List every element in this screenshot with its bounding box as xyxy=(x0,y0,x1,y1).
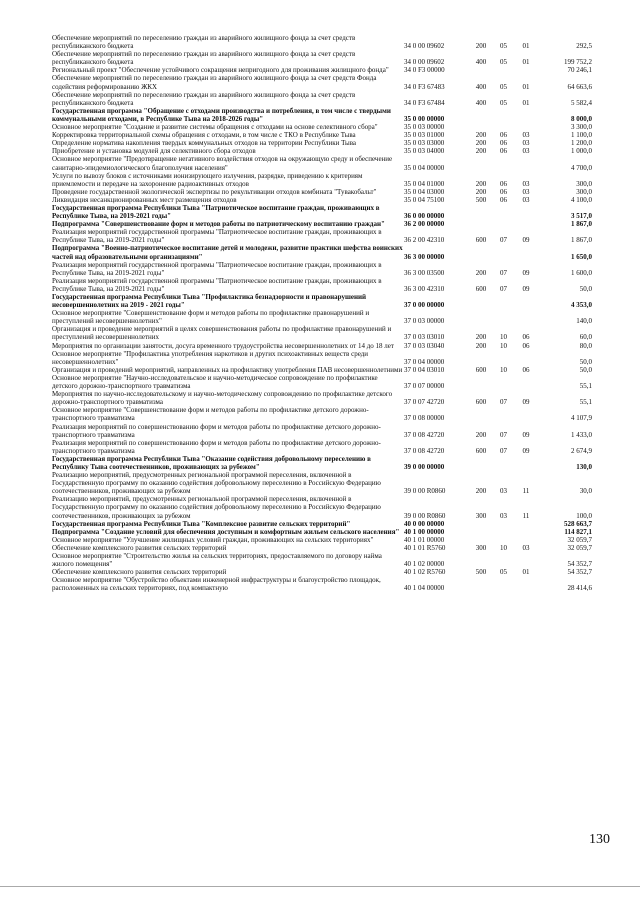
expense-type-cell xyxy=(470,293,492,309)
table-row xyxy=(52,390,592,406)
amount-cell: 114 827,1 xyxy=(564,527,592,536)
table-row xyxy=(52,495,592,519)
section-cell: 06 xyxy=(500,187,507,196)
target-code-cell: 35 0 04 75100 xyxy=(404,195,445,204)
expense-type-cell xyxy=(470,123,492,131)
row-name-cell: Определение норматива накопления твердых коммунальных отходов на территории Республики Тыва xyxy=(52,139,357,148)
expense-type-cell: 400 xyxy=(475,98,487,107)
target-code-cell: 39 0 00 R0860 xyxy=(404,511,446,520)
target-code-cell: 35 0 00 00000 xyxy=(404,114,445,123)
expense-type-cell xyxy=(470,576,492,592)
target-code-cell: 37 0 03 03010 xyxy=(404,333,445,342)
table-row xyxy=(52,74,592,90)
row-name-cell: Обеспечение мероприятий по переселению граждан из аварийного жилищного фонда за счет средств Фонда содействия реформированию ЖКХ xyxy=(52,74,377,91)
expense-type-cell: 600 xyxy=(475,398,487,407)
subsection-cell xyxy=(515,536,537,544)
row-name-cell: Обеспечение комплексного развития сельских территорий xyxy=(52,543,227,552)
section-cell: 07 xyxy=(500,398,507,407)
amount-cell: 3 300,0 xyxy=(571,123,592,132)
section-cell xyxy=(492,155,515,171)
row-name-cell: Основное мероприятие "Строительство жилья на сельских территориях, предоставляемого по договору найма жилого помещения" xyxy=(52,552,382,569)
row-name-cell: Государственная программа Республики Тыва "Оказание содействия добровольному переселению в Республику Тыва соотечественников, проживающих за рубежом" xyxy=(52,454,371,471)
budget-table xyxy=(52,34,592,592)
expense-type-cell: 300 xyxy=(475,543,487,552)
amount-cell: 32 059,7 xyxy=(567,543,592,552)
subsection-cell: 03 xyxy=(522,543,530,552)
subsection-cell: 09 xyxy=(522,284,530,293)
row-name-cell: Основное мероприятие "Профилактика употребления наркотиков и других психоактивных веществ среди несовершеннолетних" xyxy=(52,349,369,366)
row-name-cell: Государственная программа Республики Тыва "Комплексное развитие сельских территорий" xyxy=(52,519,351,528)
expense-type-cell: 400 xyxy=(475,82,487,91)
section-cell: 05 xyxy=(500,82,507,91)
subsection-cell: 09 xyxy=(522,236,530,245)
target-code-cell: 35 0 04 03000 xyxy=(404,187,445,196)
amount-cell: 54 352,7 xyxy=(567,568,592,577)
table-row xyxy=(52,544,592,552)
expense-type-cell: 200 xyxy=(475,487,487,496)
target-code-cell: 36 3 00 42310 xyxy=(404,284,445,293)
target-code-cell: 34 0 F3 00000 xyxy=(404,66,445,75)
expense-type-cell xyxy=(470,350,492,366)
target-code-cell: 37 0 03 03040 xyxy=(404,341,445,350)
subsection-cell xyxy=(515,293,537,309)
amount-cell: 4 353,0 xyxy=(571,301,592,310)
program-row xyxy=(52,293,592,309)
row-name-cell: Реализация мероприятий государственной программы "Патриотическое воспитание граждан, проживающих в Республике Тыва, на 2019-2021 годы" xyxy=(52,260,382,277)
amount-cell: 292,5 xyxy=(576,42,592,51)
section-cell: 10 xyxy=(500,365,507,374)
table-row xyxy=(52,196,592,204)
table-row xyxy=(52,123,592,131)
section-cell: 06 xyxy=(500,179,507,188)
amount-cell: 2 674,9 xyxy=(571,446,592,455)
row-name-cell: Основное мероприятие "Совершенствование форм и методов работы по профилактике детского дорожно-транспортного травматизма xyxy=(52,406,369,423)
budget-table-body xyxy=(52,34,592,592)
subsection-cell: 09 xyxy=(522,430,530,439)
program-row xyxy=(52,528,592,536)
table-row xyxy=(52,552,592,568)
target-code-cell: 37 0 08 42720 xyxy=(404,430,445,439)
target-code-cell: 36 2 00 00000 xyxy=(404,220,445,229)
table-row xyxy=(52,34,592,50)
subsection-cell: 01 xyxy=(522,58,530,67)
expense-type-cell: 600 xyxy=(475,365,487,374)
target-code-cell: 37 0 04 00000 xyxy=(404,357,445,366)
table-row xyxy=(52,350,592,366)
amount-cell: 300,0 xyxy=(576,187,592,196)
table-row xyxy=(52,374,592,390)
subsection-cell xyxy=(515,520,537,528)
expense-type-cell: 200 xyxy=(475,147,487,156)
expense-type-cell xyxy=(470,552,492,568)
target-code-cell: 36 0 00 00000 xyxy=(404,212,445,221)
subsection-cell xyxy=(515,350,537,366)
subsection-cell xyxy=(515,576,537,592)
row-name-cell: Основное мероприятие "Совершенствование форм и методов работы по профилактике правонарушений и преступлений несовершеннолетних" xyxy=(52,309,370,326)
target-code-cell: 40 1 01 00000 xyxy=(404,535,445,544)
target-code-cell: 40 0 00 00000 xyxy=(404,519,445,528)
subsection-cell: 11 xyxy=(522,487,530,496)
section-cell: 07 xyxy=(500,236,507,245)
target-code-cell: 40 1 02 00000 xyxy=(404,560,445,569)
subsection-cell: 03 xyxy=(522,147,530,156)
table-row xyxy=(52,536,592,544)
expense-type-cell xyxy=(470,520,492,528)
amount-cell: 64 663,6 xyxy=(567,82,592,91)
table-row xyxy=(52,188,592,196)
target-code-cell: 34 0 00 09602 xyxy=(404,42,445,51)
target-code-cell: 37 0 08 42720 xyxy=(404,446,445,455)
row-name-cell: Подпрограмма "Совершенствование форм и методов работы по патриотическому воспитанию граждан" xyxy=(52,220,385,229)
section-cell: 05 xyxy=(500,42,507,51)
subsection-cell: 01 xyxy=(522,568,530,577)
amount-cell: 4 107,9 xyxy=(571,414,592,423)
table-row xyxy=(52,406,592,422)
subsection-cell xyxy=(515,155,537,171)
target-code-cell: 37 0 03 00000 xyxy=(404,317,445,326)
table-row xyxy=(52,325,592,341)
table-row xyxy=(52,228,592,244)
subsection-cell xyxy=(515,406,537,422)
program-row xyxy=(52,455,592,471)
program-row xyxy=(52,204,592,220)
table-row xyxy=(52,423,592,439)
amount-cell: 4 100,0 xyxy=(571,195,592,204)
amount-cell: 1 600,0 xyxy=(571,268,592,277)
amount-cell: 4 700,0 xyxy=(571,163,592,172)
expense-type-cell xyxy=(470,155,492,171)
subsection-cell: 06 xyxy=(522,365,530,374)
subsection-cell: 09 xyxy=(522,446,530,455)
amount-cell: 50,0 xyxy=(579,357,592,366)
expense-type-cell: 200 xyxy=(475,333,487,342)
expense-type-cell xyxy=(470,204,492,220)
expense-type-cell: 500 xyxy=(475,195,487,204)
target-code-cell: 34 0 F3 67484 xyxy=(404,98,445,107)
section-cell: 07 xyxy=(500,284,507,293)
target-code-cell: 40 1 01 R5760 xyxy=(404,543,446,552)
amount-cell: 55,1 xyxy=(579,382,592,391)
target-code-cell: 35 0 04 00000 xyxy=(404,163,445,172)
program-row xyxy=(52,220,592,228)
expense-type-cell xyxy=(470,244,492,260)
target-code-cell: 36 3 00 00000 xyxy=(404,252,445,261)
section-cell: 06 xyxy=(500,131,507,140)
amount-cell: 70 246,1 xyxy=(567,66,592,75)
expense-type-cell xyxy=(470,528,492,536)
row-name-cell: Государственная программа "Обращение с отходами производства и потребления, в том числе с твердыми коммунальными отходами, в Республике Тыва на 2018-2026 годы" xyxy=(52,106,391,123)
row-name-cell: Основное мероприятие "Научно-исследовательское и научно-методическое сопровождение по профилактике детского дорожно-транспортного травматизма xyxy=(52,373,378,391)
row-name-cell: Реализацию мероприятий, предусмотренных региональной программой переселения, включенной в Государственную программу по оказанию содействия добровольному переселению в Российскую Федерацию соотечественников, проживающих за рубежом xyxy=(52,471,381,496)
section-cell xyxy=(492,220,515,228)
amount-cell: 199 752,2 xyxy=(564,58,592,67)
expense-type-cell: 400 xyxy=(475,58,487,67)
row-name-cell: Региональный проект "Обеспечение устойчивого сокращения непригодного для проживания жилищного фонда" xyxy=(52,66,389,75)
table-row xyxy=(52,147,592,155)
subsection-cell xyxy=(515,374,537,390)
row-name-cell: Подпрограмма "Создание условий для обеспечения доступным и комфортным жильем сельского населения" xyxy=(52,527,400,536)
section-cell xyxy=(492,552,515,568)
row-name-cell: Реализацию мероприятий, предусмотренных региональной программой переселения, включенной в Государственную программу по оказанию содействия добровольному переселению в Российскую Федерацию соотечественников, проживающих за рубежом xyxy=(52,495,381,520)
subsection-cell: 01 xyxy=(522,82,530,91)
subsection-cell: 09 xyxy=(522,398,530,407)
target-code-cell: 37 0 04 03010 xyxy=(404,365,445,374)
expense-type-cell xyxy=(470,220,492,228)
row-name-cell: Реализация мероприятий по совершенствованию форм и методов работы по профилактике детского дорожно-транспортного травматизма xyxy=(52,422,381,439)
expense-type-cell: 200 xyxy=(475,430,487,439)
row-name-cell: Основное мероприятие "Улучшение жилищных условий граждан, проживающих на сельских территориях" xyxy=(52,535,374,544)
section-cell xyxy=(492,528,515,536)
subsection-cell: 01 xyxy=(522,42,530,51)
table-row xyxy=(52,66,592,74)
target-code-cell: 40 1 04 00000 xyxy=(404,584,445,593)
target-code-cell: 34 0 F3 67483 xyxy=(404,82,445,91)
section-cell xyxy=(492,576,515,592)
target-code-cell: 35 0 03 03000 xyxy=(404,139,445,148)
table-row xyxy=(52,139,592,147)
target-code-cell: 39 0 00 R0860 xyxy=(404,487,446,496)
expense-type-cell: 200 xyxy=(475,268,487,277)
table-row xyxy=(52,568,592,576)
amount-cell: 100,0 xyxy=(576,511,592,520)
program-row xyxy=(52,244,592,260)
section-cell: 05 xyxy=(500,568,507,577)
amount-cell: 8 000,0 xyxy=(571,114,592,123)
section-cell xyxy=(492,66,515,74)
amount-cell: 30,0 xyxy=(579,487,592,496)
target-code-cell: 40 1 00 00000 xyxy=(404,527,445,536)
target-code-cell: 35 0 03 01000 xyxy=(404,131,445,140)
expense-type-cell: 300 xyxy=(475,511,487,520)
amount-cell: 50,0 xyxy=(579,365,592,374)
target-code-cell: 36 3 00 03500 xyxy=(404,268,445,277)
amount-cell: 1 650,0 xyxy=(571,252,592,261)
target-code-cell: 36 2 00 42310 xyxy=(404,236,445,245)
section-cell xyxy=(492,244,515,260)
subsection-cell: 03 xyxy=(522,139,530,148)
expense-type-cell: 600 xyxy=(475,236,487,245)
section-cell xyxy=(492,520,515,528)
amount-cell: 54 352,7 xyxy=(567,560,592,569)
table-row xyxy=(52,277,592,293)
subsection-cell: 03 xyxy=(522,179,530,188)
expense-type-cell xyxy=(470,455,492,471)
section-cell: 10 xyxy=(500,333,507,342)
section-cell xyxy=(492,536,515,544)
target-code-cell: 37 0 00 00000 xyxy=(404,301,445,310)
subsection-cell xyxy=(515,552,537,568)
subsection-cell xyxy=(515,309,537,325)
table-row xyxy=(52,172,592,188)
table-row xyxy=(52,155,592,171)
section-cell: 07 xyxy=(500,446,507,455)
target-code-cell: 37 0 08 00000 xyxy=(404,414,445,423)
subsection-cell xyxy=(515,244,537,260)
row-name-cell: Мероприятия по организации занятости, досуга временного трудоустройства несовершеннолетних от 14 до 18 лет xyxy=(52,341,394,350)
subsection-cell xyxy=(515,204,537,220)
table-row xyxy=(52,576,592,592)
amount-cell: 50,0 xyxy=(579,284,592,293)
section-cell: 10 xyxy=(500,341,507,350)
table-row xyxy=(52,50,592,66)
section-cell xyxy=(492,107,515,123)
expense-type-cell: 200 xyxy=(475,179,487,188)
target-code-cell: 35 0 04 01000 xyxy=(404,179,445,188)
section-cell: 03 xyxy=(500,511,507,520)
budget-table-page xyxy=(52,34,592,592)
subsection-cell: 11 xyxy=(522,511,530,520)
subsection-cell: 03 xyxy=(522,187,530,196)
table-row xyxy=(52,366,592,374)
amount-cell: 1 867,0 xyxy=(571,236,592,245)
row-name-cell: Обеспечение комплексного развития сельских территорий xyxy=(52,568,227,577)
target-code-cell: 39 0 00 00000 xyxy=(404,462,445,471)
amount-cell: 5 582,4 xyxy=(571,98,592,107)
scan-edge-line xyxy=(0,886,640,887)
section-cell xyxy=(492,309,515,325)
program-row xyxy=(52,107,592,123)
amount-cell: 1 000,0 xyxy=(571,147,592,156)
expense-type-cell xyxy=(470,107,492,123)
expense-type-cell xyxy=(470,66,492,74)
page-number: 130 xyxy=(589,832,610,847)
row-name-cell: Основное мероприятие "Предотвращение негативного воздействия отходов на окружающую среду и обеспечение санитарно-эпидемиологического благополучия населения" xyxy=(52,155,393,172)
amount-cell: 300,0 xyxy=(576,179,592,188)
expense-type-cell xyxy=(470,536,492,544)
subsection-cell: 03 xyxy=(522,131,530,140)
row-name-cell: Мероприятия по научно-исследовательскому и научно-методическому сопровождению по профилактике детского дорожно-транспортного травматизма xyxy=(52,390,393,407)
row-name-cell: Обеспечение мероприятий по переселению граждан из аварийного жилищного фонда за счет средств республиканского бюджета xyxy=(52,34,356,51)
section-cell xyxy=(492,293,515,309)
row-name-cell: Основное мероприятие "Создание и развитие системы обращения с отходами на основе селективного сбора" xyxy=(52,123,378,132)
subsection-cell xyxy=(515,107,537,123)
section-cell xyxy=(492,406,515,422)
target-code-cell: 37 0 07 42720 xyxy=(404,398,445,407)
row-name-cell: Проведение государственной экологической экспертизы по рекультивации отходов комбината "Тувакобальт" xyxy=(52,187,377,196)
row-name-cell: Услуги по вывозу блоков с источниками ионизирующего излучения, разрядке, приведению к критериям приемлемости и передаче на захоронение радиоактивных отходов xyxy=(52,171,363,188)
subsection-cell xyxy=(515,455,537,471)
section-cell xyxy=(492,350,515,366)
expense-type-cell: 600 xyxy=(475,446,487,455)
subsection-cell: 01 xyxy=(522,98,530,107)
target-code-cell: 35 0 03 04000 xyxy=(404,147,445,156)
row-name-cell: Государственная программа Республики Тыва "Патриотическое воспитание граждан, проживающих в Республике Тыва, на 2019-2021 годы" xyxy=(52,203,380,221)
expense-type-cell: 200 xyxy=(475,131,487,140)
section-cell xyxy=(492,204,515,220)
table-row xyxy=(52,131,592,139)
target-code-cell: 37 0 07 00000 xyxy=(404,382,445,391)
section-cell: 07 xyxy=(500,268,507,277)
amount-cell: 55,1 xyxy=(579,398,592,407)
section-cell: 06 xyxy=(500,195,507,204)
table-row xyxy=(52,261,592,277)
target-code-cell: 35 0 03 00000 xyxy=(404,123,445,132)
section-cell: 03 xyxy=(500,487,507,496)
subsection-cell xyxy=(515,220,537,228)
table-row xyxy=(52,439,592,455)
section-cell: 05 xyxy=(500,98,507,107)
amount-cell: 3 517,0 xyxy=(571,212,592,221)
expense-type-cell: 200 xyxy=(475,341,487,350)
subsection-cell xyxy=(515,66,537,74)
expense-type-cell xyxy=(470,309,492,325)
expense-type-cell: 200 xyxy=(475,187,487,196)
subsection-cell: 03 xyxy=(522,195,530,204)
section-cell: 06 xyxy=(500,139,507,148)
expense-type-cell: 200 xyxy=(475,42,487,51)
subsection-cell: 09 xyxy=(522,268,530,277)
table-row xyxy=(52,471,592,495)
target-code-cell: 34 0 00 09602 xyxy=(404,58,445,67)
row-name-cell: Обеспечение мероприятий по переселению граждан из аварийного жилищного фонда за счет средств республиканского бюджета xyxy=(52,50,356,67)
section-cell: 06 xyxy=(500,147,507,156)
row-name-cell: Подпрограмма "Военно-патриотическое воспитание детей и молодежи, развитие практики шефства воинских частей над образовательными организациями" xyxy=(52,244,403,261)
section-cell: 05 xyxy=(500,58,507,67)
expense-type-cell: 500 xyxy=(475,568,487,577)
expense-type-cell: 600 xyxy=(475,284,487,293)
row-name-cell: Приобретение и установка модулей для селективного сбора отходов xyxy=(52,147,256,156)
expense-type-cell xyxy=(470,374,492,390)
amount-cell: 28 414,6 xyxy=(567,584,592,593)
row-name-cell: Реализация мероприятий государственной программы "Патриотическое воспитание граждан, проживающих в Республике Тыва, на 2019-2021 годы" xyxy=(52,228,382,245)
amount-cell: 1 433,0 xyxy=(571,430,592,439)
amount-cell: 1 100,0 xyxy=(571,131,592,140)
amount-cell: 80,0 xyxy=(579,341,592,350)
section-cell xyxy=(492,123,515,131)
section-cell xyxy=(492,455,515,471)
row-name-cell: Ликвидация несанкционированных мест размещения отходов xyxy=(52,195,237,204)
row-name-cell: Организация и проведений мероприятий, направленных на профилактику употребления ПАВ несовершеннолетними xyxy=(52,365,403,374)
amount-cell: 140,0 xyxy=(576,317,592,326)
section-cell: 10 xyxy=(500,543,507,552)
amount-cell: 1 200,0 xyxy=(571,139,592,148)
row-name-cell: Организация и проведение мероприятий в целях совершенствования работы по профилактике правонарушений и преступлений несовершеннолетних xyxy=(52,325,392,342)
row-name-cell: Реализация мероприятий по совершенствованию форм и методов работы по профилактике детского дорожно-транспортного травматизма xyxy=(52,438,381,455)
row-name-cell: Корректировка территориальной схемы обращения с отходами, в том числе с ТКО в Республике Тыва xyxy=(52,131,356,140)
subsection-cell: 06 xyxy=(522,333,530,342)
table-row xyxy=(52,91,592,107)
row-name-cell: Основное мероприятие "Обустройство объектами инженерной инфраструктуры и благоустройство площадок, расположенных на сельских территориях, под компактную xyxy=(52,576,381,593)
target-code-cell: 40 1 02 R5760 xyxy=(404,568,446,577)
row-name-cell: Государственная программа Республики Тыва "Профилактика безнадзорности и правонарушений несовершеннолетних на 2019 - 2021 годы" xyxy=(52,293,367,310)
section-cell xyxy=(492,374,515,390)
amount-cell: 130,0 xyxy=(576,462,592,471)
expense-type-cell xyxy=(470,406,492,422)
table-row xyxy=(52,309,592,325)
amount-cell: 32 059,7 xyxy=(567,535,592,544)
table-row xyxy=(52,342,592,350)
amount-cell: 60,0 xyxy=(579,333,592,342)
row-name-cell: Реализация мероприятий государственной программы "Патриотическое воспитание граждан, проживающих в Республике Тыва, на 2019-2021 годы" xyxy=(52,276,382,293)
expense-type-cell: 200 xyxy=(475,139,487,148)
row-name-cell: Обеспечение мероприятий по переселению граждан из аварийного жилищного фонда за счет средств республиканского бюджета xyxy=(52,90,356,107)
program-row xyxy=(52,520,592,528)
subsection-cell xyxy=(515,528,537,536)
subsection-cell: 06 xyxy=(522,341,530,350)
section-cell: 07 xyxy=(500,430,507,439)
subsection-cell xyxy=(515,123,537,131)
amount-cell: 1 867,0 xyxy=(571,220,592,229)
amount-cell: 528 663,7 xyxy=(564,519,592,528)
